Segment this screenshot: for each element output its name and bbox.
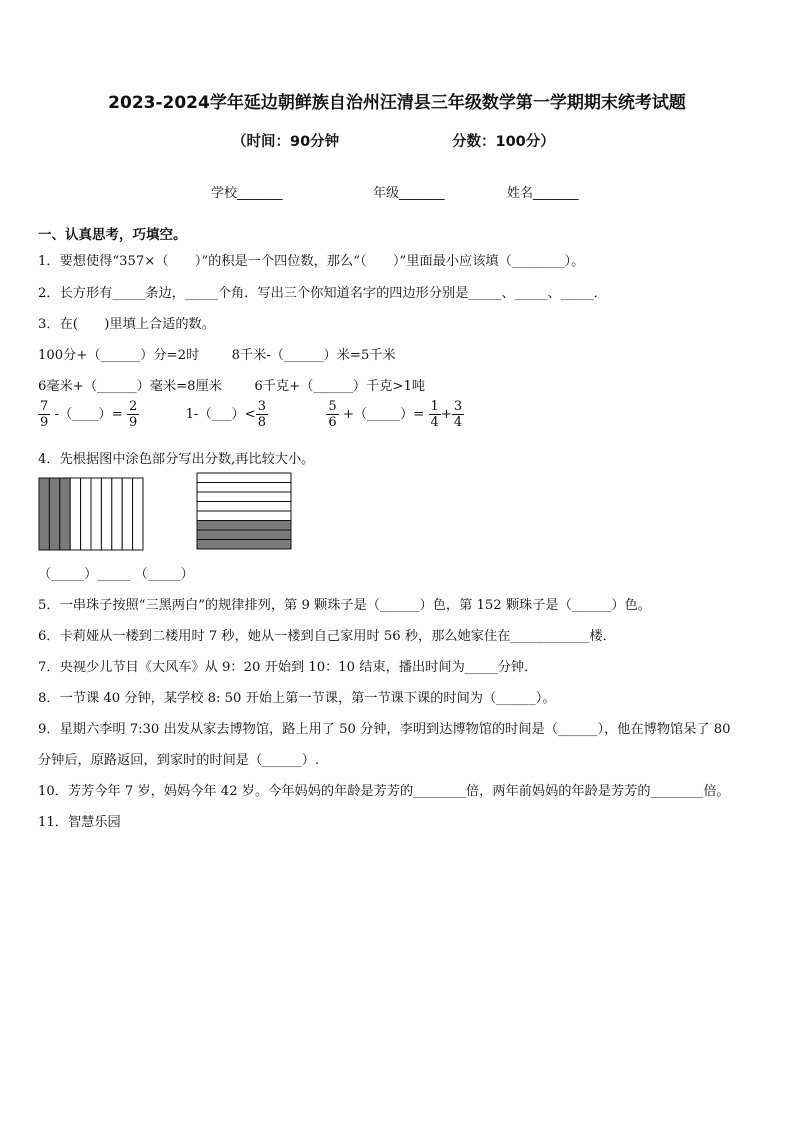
- shaded-row: [197, 530, 291, 540]
- shaded-strip: [39, 478, 49, 550]
- operator: -（____）=: [54, 407, 123, 422]
- question-11: 11．智慧乐园: [38, 815, 121, 830]
- shaded-row: [197, 521, 291, 531]
- blank-strip: [122, 478, 132, 550]
- question-7: 7．央视少儿节目《大风车》从 9：20 开始到 10：10 结束，播出时间为_____分钟．: [38, 660, 538, 675]
- horizontal-strip-figure: [196, 472, 294, 552]
- operator: 1-（___）<: [185, 407, 256, 422]
- blank-strip: [81, 478, 91, 550]
- section-heading: 一、认真思考，巧填空。: [38, 227, 187, 243]
- fraction: $\frac{1}{4}$: [430, 399, 439, 430]
- school-field: 学校_______: [211, 186, 283, 201]
- question-3-row-1: [38, 344, 396, 363]
- question-9-line-2: 分钟后，原路返回，到家时的时间是（______）.: [38, 753, 320, 768]
- question-10: 10．芳芳今年 7 岁，妈妈今年 42 岁。今年妈妈的年龄是芳芳的________倍，两年前妈妈的年龄是芳芳的________倍。: [38, 784, 730, 799]
- fraction: $\frac{3}{4}$: [453, 399, 463, 430]
- vertical-strip-figure: [38, 477, 146, 552]
- shaded-row: [197, 540, 291, 550]
- blank-row: [197, 492, 291, 502]
- exam-time: （时间：90分钟: [232, 134, 340, 150]
- question-3-row-3: [38, 399, 464, 430]
- grade-field: 年级_______: [373, 186, 445, 201]
- q3-item-a: 100分+（______）分=2时: [38, 348, 200, 363]
- operator: +（_____）=: [342, 407, 425, 422]
- q3-item-d: 6千克+（______）千克>1吨: [254, 379, 426, 394]
- fraction: $\frac{3}{8}$: [257, 399, 266, 430]
- shaded-strip: [49, 478, 59, 550]
- name-field: 姓名_______: [507, 186, 579, 201]
- question-5: 5．一串珠子按照“三黑两白”的规律排列，第 9 颗珠子是（______）色，第 152 颗珠子是（______）色。: [38, 598, 651, 613]
- blank-strip: [70, 478, 80, 550]
- question-6: 6．卡莉娅从一楼到二楼用时 7 秒，她从一楼到自己家用时 56 秒，那么她家住在____________楼．: [38, 629, 616, 644]
- q3-item-b: 8千米-（______）米=5千米: [231, 348, 396, 363]
- question-2: 2．长方形有_____条边，_____个角．写出三个你知道名字的四边形分别是_____、_____、_____．: [38, 286, 607, 301]
- question-3: 3．在( )里填上合适的数。: [38, 317, 215, 332]
- blank-strip: [133, 478, 143, 550]
- blank-row: [197, 502, 291, 512]
- question-4: 4．先根据图中涂色部分写出分数,再比较大小。: [38, 452, 315, 467]
- fraction: $\frac{7}{9}$: [40, 399, 49, 430]
- question-9-line-1: 9．星期六李明 7:30 出发从家去博物馆，路上用了 50 分钟，李明到达博物馆的时间是（______），他在博物馆呆了 80: [38, 722, 731, 737]
- question-4-answer: （_____）_____ （_____）: [38, 567, 194, 582]
- question-1: 1．要想使得“357×（ ）”的积是一个四位数，那么“（ ）”里面最小应该填（________）。: [38, 254, 585, 269]
- shaded-strip: [60, 478, 70, 550]
- fraction: $\frac{2}{9}$: [128, 399, 138, 430]
- exam-score: 分数：100分）: [452, 134, 555, 150]
- q3-item-c: 6毫米+（______）毫米=8厘米: [38, 379, 222, 394]
- blank-strip: [112, 478, 122, 550]
- page-title: 2023-2024学年延边朝鲜族自治州汪清县三年级数学第一学期期末统考试题: [108, 93, 686, 113]
- blank-row: [197, 473, 291, 483]
- blank-strip: [101, 478, 111, 550]
- blank-strip: [91, 478, 101, 550]
- blank-row: [197, 511, 291, 521]
- fraction: $\frac{5}{6}$: [328, 399, 337, 430]
- question-3-row-2: [38, 375, 425, 394]
- question-8: 8．一节课 40 分钟，某学校 8: 50 开始上第一节课，第一节课下课的时间为（______）。: [38, 691, 556, 706]
- operator: +: [440, 407, 452, 422]
- blank-row: [197, 483, 291, 493]
